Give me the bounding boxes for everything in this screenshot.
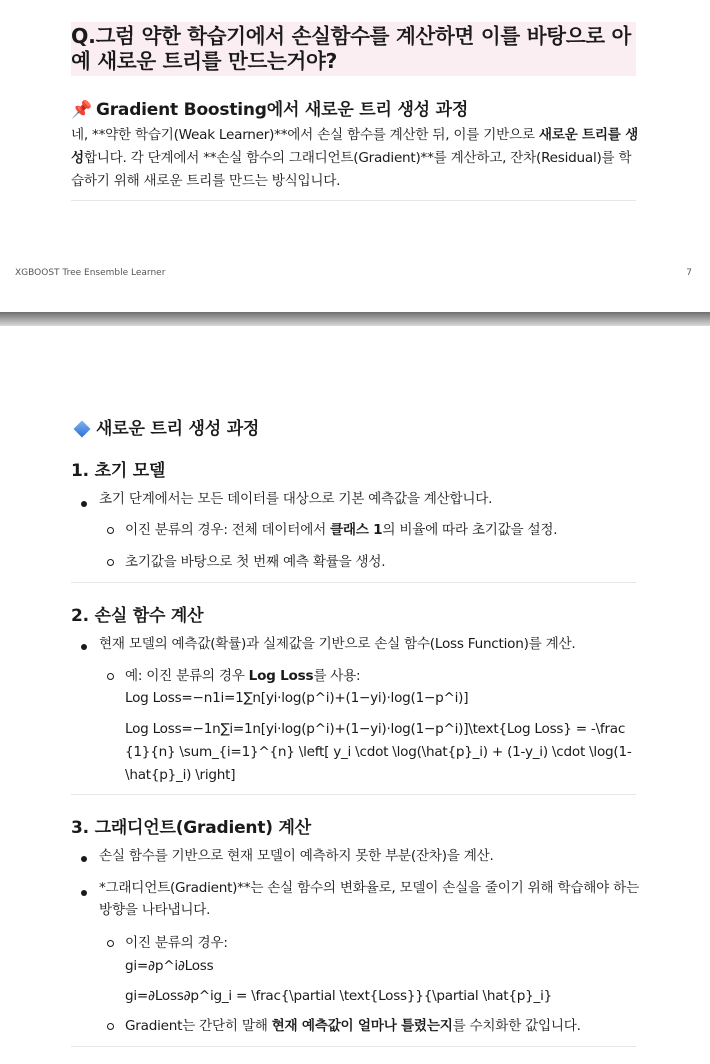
intro-text-2: 합니다. 각 단계에서 **손실 함수의 그래디언트(Gradient)**를 계산하고, 잔차(Residual)를 학습하기 위해 새로운 트리를 만드는 방식입니다.: [71, 150, 632, 189]
intro-text-1: 네, **약한 학습기(Weak Learner)**에서 손실 함수를 계산한 뒤, 이를 기반으로: [71, 127, 539, 143]
list-item: *그래디언트(Gradient)**는 손실 함수의 변화율로, 모델이 손실을 줄이기 위해 학습해야 하는 방향을 나타냅니다.: [99, 880, 639, 918]
divider: [71, 200, 636, 201]
sub-list-item: [125, 519, 637, 541]
math-latex: gi=∂Loss∂p^ig_i = \frac{\partial \text{Loss}}{\partial \hat{p}_i}: [125, 988, 553, 1004]
section-3-title: 3. 그래디언트(Gradient) 계산: [71, 818, 311, 838]
list-item: 현재 모델의 예측값(확률)과 실제값을 기반으로 손실 함수(Loss Function)를 계산.: [99, 636, 576, 652]
page2-heading: [71, 414, 259, 439]
math-formula: Log Loss=−n1i=1∑n[yi⋅log(p^i)+(1−yi)⋅log(1−p^i)]: [125, 690, 469, 706]
bullet: [81, 644, 87, 650]
list-item: 초기 단계에서는 모든 데이터를 대상으로 기본 예측값을 계산합니다.: [99, 491, 493, 507]
section-heading: [71, 95, 468, 120]
sub-bullet: [107, 673, 114, 680]
bold-text: 현재 예측값이 얼마나 틀렸는지: [271, 1018, 453, 1034]
bullet: [81, 501, 87, 507]
footer-title: XGBOOST Tree Ensemble Learner: [15, 268, 166, 278]
bullet: [81, 890, 87, 896]
text: 를 수치화한 값입니다.: [452, 1018, 581, 1034]
bullet: [81, 856, 87, 862]
slide-page-2: [0, 326, 710, 1064]
text: 예: 이진 분류의 경우: [125, 668, 249, 684]
text: 이진 분류의 경우: 전체 데이터에서: [125, 522, 331, 538]
sub-bullet: [107, 527, 114, 534]
sub-bullet: [107, 1023, 114, 1030]
question-title: Q.그럼 약한 학습기에서 손실함수를 계산하면 이를 바탕으로 아예 새로운 트리를 만드는거야?: [71, 24, 632, 73]
text: 의 비율에 따라 초기값을 설정.: [382, 522, 558, 538]
page-separator: [0, 312, 710, 326]
sub-list-item: [125, 1015, 637, 1037]
sub-list-item: [125, 665, 637, 687]
bold-text: Log Loss: [248, 668, 314, 684]
intro-paragraph: [71, 124, 639, 193]
divider: [71, 1046, 636, 1047]
blue-diamond-icon: [74, 420, 91, 437]
divider: [71, 582, 636, 583]
math-latex: Log Loss=−1n∑i=1n[yi⋅log(p^i)+(1−yi)⋅log(1−p^i)]\text{Log Loss} = -\frac{1}{n} \sum_{i=1}^{n} \left[ y_i \cdot \log(\hat{p}_i) + (1-y_i) \cdot \log(1-\hat{p}_i) \right]: [125, 721, 632, 783]
sub-list-item: 초기값을 바탕으로 첫 번째 예측 확률을 생성.: [125, 554, 386, 570]
sub-list-item: 이진 분류의 경우:: [125, 935, 228, 951]
sub-bullet: [107, 559, 114, 566]
slide-page-1: [0, 0, 710, 312]
pushpin-icon: 📌: [71, 100, 92, 120]
page-number: 7: [686, 268, 692, 278]
intro-bold: 새로운 트리를 생성: [71, 127, 638, 166]
math-formula: gi=∂p^i∂Loss: [125, 958, 214, 974]
section-1-title: 1. 초기 모델: [71, 461, 166, 481]
list-item: 손실 함수를 기반으로 현재 모델이 예측하지 못한 부분(잔차)을 계산.: [99, 848, 494, 864]
section-2-title: 2. 손실 함수 계산: [71, 606, 204, 626]
bold-text: 클래스 1: [330, 522, 383, 538]
page2-heading-text: 새로운 트리 생성 과정: [96, 419, 260, 439]
text: Gradient는 간단히 말해: [125, 1018, 272, 1034]
divider: [71, 794, 636, 795]
text: 를 사용:: [313, 668, 361, 684]
sub-bullet: [107, 940, 114, 947]
section-title: Gradient Boosting에서 새로운 트리 생성 과정: [96, 100, 469, 120]
